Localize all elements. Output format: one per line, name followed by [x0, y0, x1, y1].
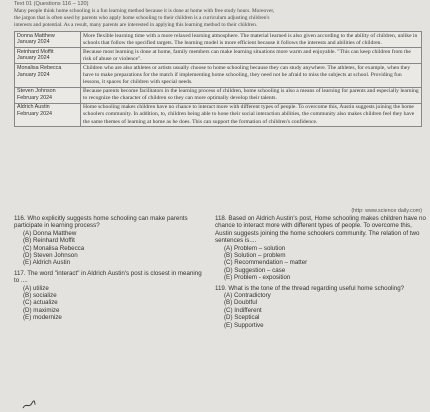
quote-date: February 2024 [17, 111, 53, 118]
quote-date: January 2024 [17, 55, 50, 62]
section-header: Text 01 (Questions 116 – 120) [14, 1, 89, 7]
quote-author-name: Steven Johnson [17, 88, 56, 95]
answer-option[interactable]: (A) utilize [23, 284, 49, 292]
quote-author-name: Donna Matthew [17, 32, 55, 39]
question-number: 117. [14, 269, 26, 277]
answer-option[interactable]: (C) Indifferent [224, 306, 262, 314]
question-stem: The word "interact" in Aldrich Austin's post is closest in meaning to .... [14, 269, 202, 285]
answer-option[interactable]: (D) Sceptical [224, 314, 260, 322]
quote-text: Because most learning is done at home, family members can make learning situations more warm and enjoyable. "This can keep children from the risk of abuse or violence". [81, 48, 422, 64]
question-stem: Based on Aldrich Austin's post, Home schooling makes children have no chance to interact more with different types of people. To overcome this, Austin suggests joining the home schoolers community. The relation of two sentences is.... [215, 215, 426, 245]
quote-date: January 2024 [17, 71, 50, 78]
question-number: 118. [215, 215, 227, 222]
question-number: 119. [215, 284, 227, 292]
quote-text: Children who are also athletes or artists usually choose to home schooling because they can study anywhere. The athletes, for example, when they have to make preparations for the match if implementing home schooling, they need not be afraid to miss the subjects at school. Providing fun lessons, it spaces for children with special needs. [81, 64, 422, 87]
quote-author-cell [15, 64, 81, 87]
answer-option[interactable]: (C) actualize [23, 299, 58, 307]
table-row [15, 48, 422, 64]
table-row [15, 103, 422, 126]
table-row [15, 32, 422, 48]
source-citation: (http: www.science daily.com) [351, 208, 422, 214]
answer-option[interactable]: (B) socialize [23, 292, 57, 300]
answer-option[interactable]: (E) Problem - exposition [224, 274, 291, 282]
intro-line: Many people think home schooling is a fun learning method because it is done at home with free study hours. Moreover, [14, 8, 275, 14]
quote-text: More flexible learning time with a more relaxed learning atmosphere. The material learned is also given according to the ability of children, unlike in schools that follow the specified targets. The learning model is more efficient because it follows the interests and abilities of children. [81, 32, 422, 48]
quotes-table [14, 31, 422, 127]
quote-author-cell [15, 32, 81, 48]
quote-author-cell [15, 48, 81, 64]
answer-option[interactable]: (B) Reinhard Moffit [23, 237, 75, 245]
answer-option[interactable]: (C) Recommendation – matter [224, 259, 308, 267]
question-117 [14, 270, 204, 322]
answer-option[interactable]: (B) Doubtful [224, 299, 258, 307]
quote-text: Home schooling makes children have no chance to interact more with different types of people. To overcome this, Austin suggests joining the home schoolers community. In addition, to, children being able to hone their social interaction abilities, the community also makes children feel they have the same themes of learning at home as he does. This can support the formation of children's confidence. [81, 103, 422, 126]
intro-line: the jargon that is often used by parents who apply home schooling to their children is a curriculum adjusting children's [14, 15, 270, 22]
question-stem: Who explicitly suggests home schooling can make parents participate in learning process? [14, 215, 188, 230]
quote-author-name: Reinhard Moffit [17, 48, 54, 55]
question-119 [215, 285, 427, 329]
answer-option[interactable]: (D) Suggestion – case [224, 266, 286, 274]
question-stem: What is the tone of the thread regarding useful home schooling? [228, 284, 405, 292]
answer-option[interactable]: (A) Problem – solution [224, 244, 286, 252]
answer-option[interactable]: (E) Supportive [224, 321, 264, 329]
answer-option[interactable]: (A) Contradictory [224, 292, 271, 300]
intro-line: interests and potential. As a result, many parents are interested in applying this learning method to their children. [14, 22, 258, 29]
question-118 [215, 215, 427, 282]
quote-author-name: Monalisa Rebecca [17, 64, 62, 71]
quote-author-cell [15, 103, 81, 126]
answer-option[interactable]: (D) maximize [23, 306, 60, 314]
quote-author-cell [15, 87, 81, 103]
quote-author-name: Aldrich Austin [17, 104, 50, 111]
pen-mark-icon [22, 400, 36, 410]
questions-left-column [14, 215, 204, 325]
question-number: 116. [14, 215, 26, 222]
quote-date: January 2024 [17, 39, 50, 46]
question-116 [14, 215, 204, 267]
table-row [15, 87, 422, 103]
table-row [15, 64, 422, 87]
answer-option[interactable]: (C) Monalisa Rebecca [23, 244, 85, 252]
answer-option[interactable]: (E) modernize [23, 314, 62, 322]
intro-paragraph [14, 8, 422, 30]
quote-date: February 2024 [17, 94, 53, 101]
answer-option[interactable]: (A) Donna Matthew [23, 229, 77, 237]
answer-option[interactable]: (D) Steven Johnson [23, 252, 78, 260]
questions-right-column [215, 215, 427, 332]
answer-option[interactable]: (E) Aldrich Austin [23, 259, 71, 267]
answer-option[interactable]: (B) Solution – problem [224, 252, 286, 260]
quote-text: Because parents become facilitators in the learning process of children, home schooling is also a means of learning for parents and especially learning to recognize the character of children so they can more optimally develop their talents. [81, 87, 422, 103]
